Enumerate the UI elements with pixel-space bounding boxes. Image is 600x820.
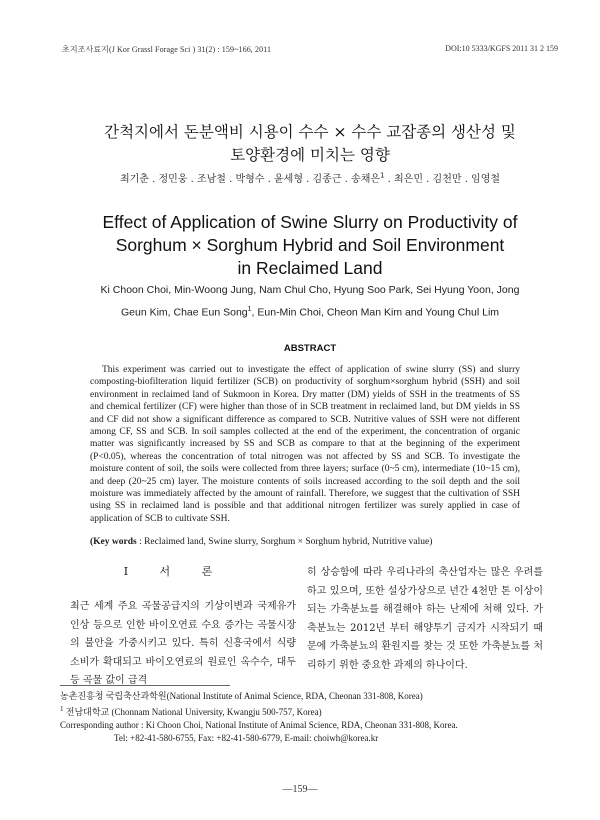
abstract-text: This experiment was carried out to investigate the effect of application of swine slurry (SS) and slurry composting-biofilteration liquid fertilizer (SCB) on productivity of sorghum×sorghum hybrid (SSH) and soil environment in reclaimed land of Sukmoon in Korea. Dry matter (DM) yields of SSH in the treatments of SS and chemical fertilizer (CF) were higher than those of in SCB treatment in reclaimed land, but DM yields in SS and CF did not show a significant difference as compared to SCB. Nutritive values of SSH were not different among CF, SS and SCB. In soil samples collected at the end of the experiment, the concentration of organic matter was significantly increased by SS and SCB as compare to that at the beginning of the experiment (P<0.05), whereas the concentration of total nitrogen was not affected by SS and SCB. To investigate the moisture content of soil, the soils were collected from three layers; surface (0~5 cm), intermediate (10~15 cm), and deep (20~25 cm) layer. The moisture contents of soils increased according to the soil depth and the soil moisture was immediately affected by the amount of rainfall. Therefore, we suggest that the cultivation of SSH using SS in reclaimed land is possible and that additional nitrogen fertilizer was surely applied in case of application of SCB to cultivate SSH. [90,365,520,524]
doi: DOI:10 5333/KGFS 2011 31 2 159 [445,44,558,53]
abstract-heading: ABSTRACT [283,343,337,354]
footnote-affiliation-2-sup: 1 [60,705,64,713]
page-number: —159— [282,784,318,795]
introduction-right-paragraph: 히 상승함에 따라 우리나라의 축산업자는 많은 우려를 하고 있으며, 또한 설상가상으로 년간 4천만 톤 이상이 되는 가축분뇨를 해결해야 하는 난제에 처해 있다. 가축분뇨는 2012년 부터 해양투기 금지가 시작되기 때문에 가축분뇨의 환원지를 찾는 것 또한 가축분뇨를 처리하기 위한 중요한 과제의 하나이다. [307,567,543,671]
english-title-line-3: in Reclaimed Land [237,258,383,278]
journal-citation: 초지조사료지(J Kor Grassl Forage Sci ) 31(2) : 159~166, 2011 [62,45,272,54]
footnote-divider [60,685,230,686]
introduction-left-column [60,598,296,691]
korean-authors [40,170,580,185]
korean-authors-part-1: 최기춘 . 정민웅 . 조남철 . 박형수 . 윤세형 . 김종근 . 송채은 [119,174,381,185]
english-title-line-2: Sorghum × Sorghum Hybrid and Soil Environment [115,235,505,255]
korean-title-line-2: 토양환경에 미치는 영향 [230,146,390,164]
english-authors-part-2: , Eun-Min Choi, Cheon Man Kim and Young Chul Lim [251,306,500,319]
footnote-affiliation-1: 농촌진흥청 국립축산과학원(National Institute of Animal Science, RDA, Cheonan 331-808, Korea) [60,691,423,701]
footnote-corresponding-author: Corresponding author : Ki Choon Choi, National Institute of Animal Science, RDA, Cheonan 331-808, Korea. [60,720,458,730]
english-authors-line-1: Ki Choon Choi, Min-Woong Jung, Nam Chul Cho, Hyung Soo Park, Sei Hyung Yoon, Jong [100,284,520,296]
footnotes [60,690,560,745]
introduction-heading: I 서 론 [123,565,227,578]
introduction-right-column [307,564,543,675]
english-title-line-1: Effect of Application of Swine Slurry on Productivity of [102,212,518,232]
keywords-text: : Reclaimed land, Swine slurry, Sorghum × Sorghum hybrid, Nutritive value) [136,537,433,547]
english-authors-sup: 1 [247,306,252,313]
korean-title-line-1: 간척지에서 돈분액비 시용이 수수 × 수수 교잡종의 생산성 및 [104,123,516,141]
keywords-label: (Key words [90,537,137,547]
korean-authors-sup: 1 [380,171,385,180]
footnote-affiliation-2 [60,703,560,719]
korean-authors-part-2: . 최은민 . 김천만 . 임영철 [384,174,501,185]
footnote-contact: Tel: +82-41-580-6755, Fax: +82-41-580-6779, E-mail: choiwh@korea.kr [114,733,379,743]
introduction-left-paragraph: 최근 세계 주요 곡물공급지의 기상이변과 국제유가 인상 등으로 인한 바이오연료 수요 증가는 곡물시장의 불안을 가중시키고 있다. 특히 신흥국에서 식량 소비가 확대되고 바이오연료의 원료인 옥수수, 대두 등 곡물 값이 급격 [70,601,296,686]
english-authors-part-1: Geun Kim, Chae Eun Song [120,306,248,319]
english-authors-line-2 [52,300,568,323]
keywords [90,537,530,547]
abstract-body [90,364,520,525]
footnote-affiliation-2-text: 전남대학교 (Chonnam National University, Kwangju 500-757, Korea) [63,707,322,717]
